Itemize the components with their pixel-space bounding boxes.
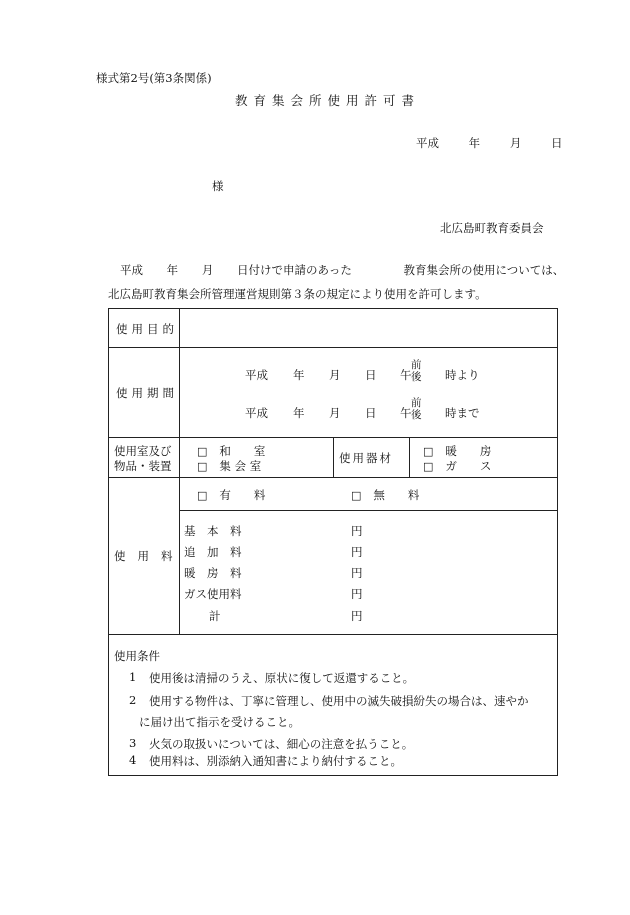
condition-3-text: 火気の取扱いについては、細心の注意を払うこと。 [149, 737, 414, 751]
period-start-year: 年 [293, 368, 305, 382]
fee-option-label: 無 料 [373, 488, 420, 502]
equipment-name: ガ ス [445, 459, 492, 473]
fee-item-additional [184, 544, 242, 560]
body-month: 月 [201, 263, 214, 277]
fee-label: 使用料 [114, 549, 185, 563]
fee-item-name: 基 本 料 [184, 524, 242, 538]
purpose-field[interactable] [184, 313, 552, 343]
body-end: 教育集会所の使用については、 [403, 263, 565, 277]
equipment-option-heating[interactable] [423, 443, 491, 459]
period-start-tail: 時より [445, 368, 480, 382]
addressee-suffix: 様 [212, 179, 224, 193]
condition-4-text: 使用料は、別添納入通知書により納付すること。 [149, 754, 402, 768]
date-year: 年 [468, 136, 481, 150]
date-month: 月 [509, 136, 522, 150]
pm-label: 後 [411, 409, 422, 421]
fee-item-name: 追 加 料 [184, 545, 242, 559]
permit-table [108, 308, 558, 776]
fee-item-additional-unit: 円 [351, 545, 363, 559]
rooms-label-line-2: 物品・装置 [114, 459, 172, 473]
period-end-era: 平成 [245, 406, 268, 420]
period-end-ampm [411, 397, 422, 421]
body-line-1 [120, 262, 564, 278]
fee-option-free[interactable] [351, 487, 419, 503]
row-divider [109, 634, 557, 635]
checkbox-icon: □ [197, 445, 208, 458]
purpose-label: 使用目的 [116, 322, 178, 336]
condition-2-num: 2 [129, 693, 137, 707]
equipment-name: 暖 房 [445, 444, 492, 458]
period-start-day: 日 [365, 368, 377, 382]
column-divider [333, 437, 334, 477]
row-divider [109, 347, 557, 348]
row-divider [179, 510, 557, 511]
body-year: 年 [166, 263, 179, 277]
rooms-label-line-1: 使用室及び [114, 444, 172, 458]
condition-2-text: 使用する物件は、丁寧に管理し、使用中の滅失破損紛失の場合は、速やか [149, 694, 529, 708]
fee-option-paid[interactable] [197, 487, 265, 503]
fee-item-gas-unit: 円 [351, 587, 363, 601]
column-divider [409, 437, 410, 477]
checkbox-icon: □ [197, 489, 208, 502]
fee-item-basic-unit: 円 [351, 524, 363, 538]
condition-4-num: 4 [129, 753, 137, 767]
row-divider [109, 477, 557, 478]
condition-1-text: 使用後は清掃のうえ、原状に復して返還すること。 [149, 671, 415, 685]
fee-item-basic [184, 523, 242, 539]
fee-item-name: 暖 房 料 [184, 566, 242, 580]
period-end-suffix: 午 [400, 406, 412, 420]
room-name: 集 会 室 [219, 459, 262, 473]
room-option-washitsu[interactable] [197, 443, 265, 459]
body-rest: 日付けで申請のあった [236, 263, 352, 277]
condition-2-text-cont: に届け出て指示を受けること。 [139, 715, 300, 729]
period-end-tail: 時まで [445, 406, 480, 420]
period-end-month: 月 [329, 406, 341, 420]
period-start-suffix: 午 [400, 368, 412, 382]
period-end-day: 日 [365, 406, 377, 420]
fee-item-name: ガス使用料 [184, 587, 242, 601]
pm-label: 後 [411, 371, 422, 383]
condition-3-num: 3 [129, 736, 137, 750]
fee-item-name: 計 [209, 609, 221, 623]
issuer: 北広島町教育委員会 [440, 221, 544, 235]
fee-item-total [209, 608, 221, 624]
checkbox-icon: □ [423, 445, 434, 458]
issue-date [416, 135, 562, 151]
form-number: 様式第2号(第3条関係) [96, 71, 212, 85]
checkbox-icon: □ [197, 460, 208, 473]
conditions-label: 使用条件 [114, 649, 160, 663]
period-end-year: 年 [293, 406, 305, 420]
fee-item-gas [184, 586, 242, 602]
fee-item-heating-unit: 円 [351, 566, 363, 580]
am-label: 前 [411, 359, 422, 371]
period-start-era: 平成 [245, 368, 268, 382]
equipment-option-gas[interactable] [423, 458, 491, 474]
room-name: 和 室 [219, 444, 266, 458]
fee-item-heating [184, 565, 242, 581]
period-label: 使用期間 [116, 386, 178, 400]
fee-option-label: 有 料 [219, 488, 266, 502]
date-day: 日 [550, 136, 563, 150]
date-era: 平成 [416, 136, 439, 150]
condition-1-num: 1 [129, 670, 137, 684]
period-start-month: 月 [329, 368, 341, 382]
body-era: 平成 [120, 263, 143, 277]
equipment-label: 使用器材 [339, 451, 393, 465]
period-start-ampm [411, 359, 422, 383]
label-column-divider [179, 309, 180, 634]
am-label: 前 [411, 397, 422, 409]
checkbox-icon: □ [351, 489, 362, 502]
body-line-2: 北広島町教育集会所管理運営規則第３条の規定により使用を許可します。 [108, 287, 487, 301]
fee-item-total-unit: 円 [351, 609, 363, 623]
checkbox-icon: □ [423, 460, 434, 473]
room-option-assembly[interactable] [197, 458, 261, 474]
document-title: 教育集会所使用許可書 [235, 93, 421, 108]
